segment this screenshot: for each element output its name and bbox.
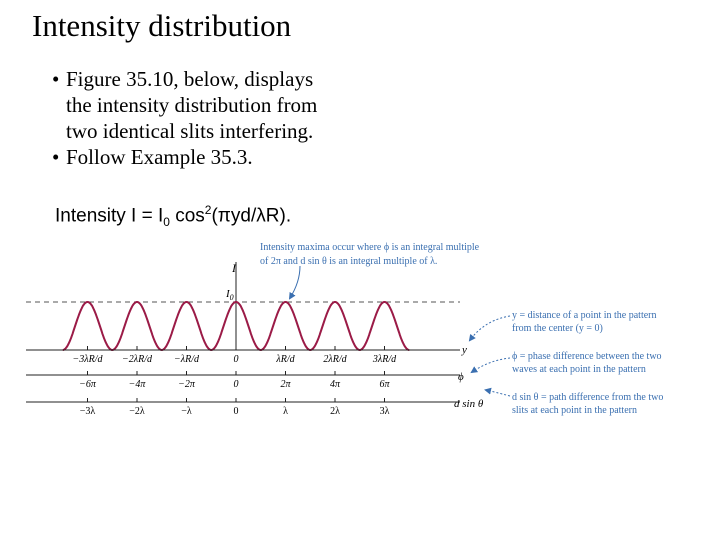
tick-label: −4π <box>128 379 146 390</box>
bullet-text-line: • Figure 35.10, below, displays <box>66 67 314 91</box>
note-y-line2: from the center (y = 0) <box>512 323 603 334</box>
formula-prefix: Intensity I = I <box>55 205 164 227</box>
tick-label: 6π <box>379 379 390 390</box>
maxima-note-line1: Intensity maxima occur where ϕ is an integral multiple <box>260 242 480 253</box>
tick-label: 0 <box>233 354 239 365</box>
tick-label: −6π <box>79 379 96 390</box>
tick-label: 2π <box>280 379 291 390</box>
tick-label: −2λR/d <box>122 354 152 365</box>
axis-label-I: I <box>232 261 236 275</box>
note-y-line1: y = distance of a point in the pattern <box>512 310 657 321</box>
tick-label: −3λR/d <box>72 354 103 365</box>
axis-label-I0: $I_0$ <box>226 288 234 302</box>
note-d-line2: slits at each point in the pattern <box>512 405 637 416</box>
note-phi-line2: waves at each point in the pattern <box>512 364 646 375</box>
note-y-arrow <box>470 316 510 340</box>
tick-label: 0 <box>233 406 239 417</box>
axis-label-y: y <box>462 344 467 356</box>
tick-row-d <box>80 398 390 417</box>
tick-label: −λR/d <box>174 354 199 365</box>
tick-label: 0 <box>233 379 239 390</box>
tick-label: −2π <box>178 379 195 390</box>
formula-sub: 0 <box>163 215 170 230</box>
slide-title: Intensity distribution <box>32 8 292 43</box>
tick-row-y <box>73 346 398 365</box>
bullet-text-line: the intensity distribution from <box>66 93 318 117</box>
formula-sup: 2 <box>204 203 212 217</box>
note-phi-arrow <box>472 358 510 372</box>
tick-label: λ <box>283 406 288 417</box>
tick-label: −3λ <box>79 406 96 417</box>
tick-row-phi <box>79 371 390 390</box>
bullet-text-line: two identical slits interfering. <box>66 119 314 143</box>
tick-label: 2λR/d <box>323 354 347 365</box>
axis-label-phi: ϕ <box>458 371 464 383</box>
maxima-note-line2: of 2π and d sin θ is an integral multiple of λ. <box>260 256 438 267</box>
tick-label: 3λ <box>379 406 390 417</box>
tick-label: λR/d <box>276 354 295 365</box>
tick-label: −λ <box>181 406 192 417</box>
tick-label: 2λ <box>330 406 340 417</box>
tick-label: 3λR/d <box>372 354 397 365</box>
note-d-line1: d sin θ = path difference from the two <box>512 392 664 403</box>
formula-mid: cos <box>169 205 205 227</box>
note-phi-line1: ϕ = phase difference between the two <box>512 351 662 362</box>
note-d-arrow <box>486 390 510 396</box>
formula-suffix: (πyd/λR). <box>211 205 292 227</box>
bullet-text-line: • Follow Example 35.3. <box>66 145 253 169</box>
tick-label: 4π <box>329 379 341 390</box>
axis-label-dsin: d sin θ <box>454 398 484 410</box>
maxima-arrow <box>290 266 300 298</box>
tick-label: −2λ <box>129 406 145 417</box>
